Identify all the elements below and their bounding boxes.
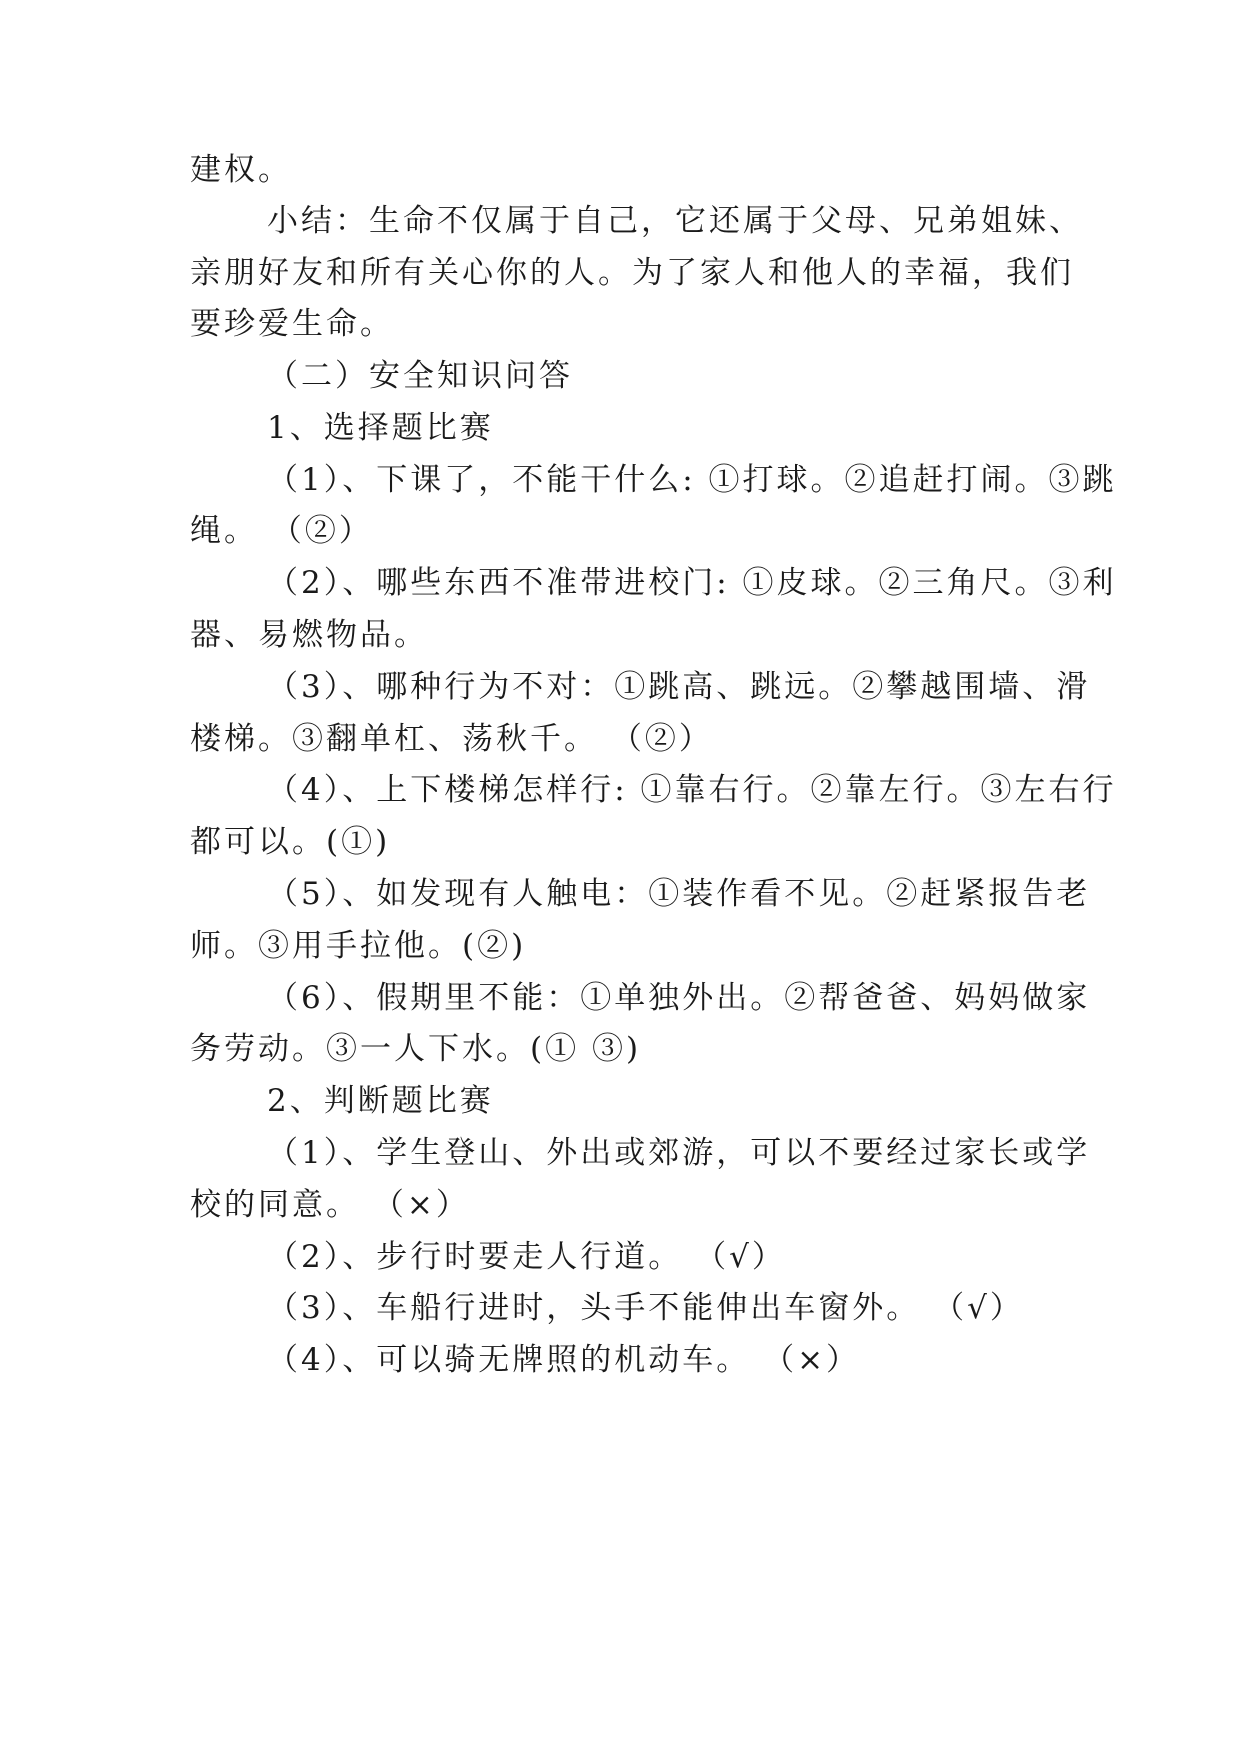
text-line: 楼梯。③翻单杠、荡秋千。 （②）	[190, 721, 713, 757]
section-heading: （二）安全知识问答	[267, 358, 573, 394]
text-line: 都可以。(①)	[190, 824, 391, 860]
question-item: （3）、哪种行为不对：①跳高、跳远。②攀越围墙、滑	[267, 669, 1091, 705]
summary-paragraph: 小结：生命不仅属于自己，它还属于父母、兄弟姐妹、	[267, 203, 1083, 239]
text-line: 务劳动。③一人下水。(① ③)	[190, 1031, 642, 1067]
question-item: （6）、假期里不能：①单独外出。②帮爸爸、妈妈做家	[267, 980, 1091, 1016]
question-item: （3）、车船行进时，头手不能伸出车窗外。 （√）	[267, 1290, 1024, 1326]
question-item: （1）、学生登山、外出或郊游，可以不要经过家长或学	[267, 1135, 1091, 1171]
subsection-heading: 1、选择题比赛	[267, 410, 494, 446]
question-item: （4）、上下楼梯怎样行: ①靠右行。②靠左行。③左右行	[267, 772, 1117, 808]
text-line: 要珍爱生命。	[190, 306, 394, 342]
question-item: （2）、步行时要走人行道。 （√）	[267, 1239, 786, 1275]
subsection-heading: 2、判断题比赛	[267, 1083, 494, 1119]
question-item: （4）、可以骑无牌照的机动车。 （×）	[267, 1342, 861, 1378]
text-line: 亲朋好友和所有关心你的人。为了家人和他人的幸福，我们	[190, 255, 1074, 291]
text-line: 校的同意。 （×）	[190, 1187, 470, 1223]
question-item: （2）、哪些东西不准带进校门: ①皮球。②三角尺。③利	[267, 565, 1117, 601]
text-line: 绳。 （②）	[190, 513, 373, 549]
text-line: 师。③用手拉他。(②)	[190, 928, 527, 964]
text-line: 建权。	[190, 152, 292, 188]
text-line: 器、易燃物品。	[190, 617, 428, 653]
question-item: （5）、如发现有人触电：①装作看不见。②赶紧报告老	[267, 876, 1091, 912]
question-item: （1）、下课了，不能干什么: ①打球。②追赶打闹。③跳	[267, 462, 1117, 498]
